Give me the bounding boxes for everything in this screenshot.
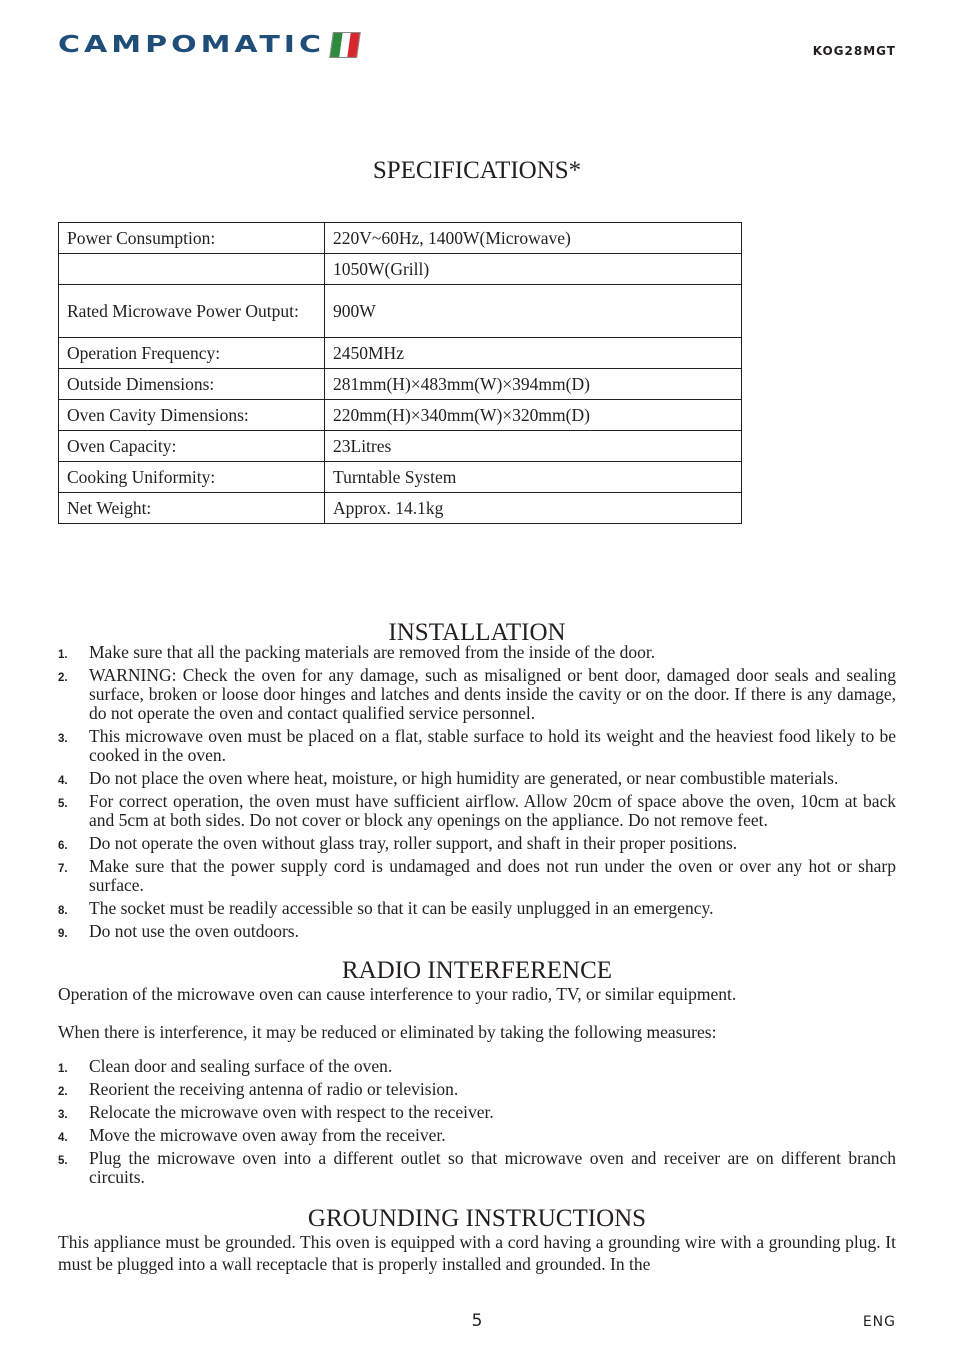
list-item <box>58 1103 896 1122</box>
list-item <box>58 727 896 765</box>
spec-value: Turntable System <box>325 462 742 493</box>
list-number: 7. <box>58 863 68 875</box>
list-number: 3. <box>58 733 68 745</box>
list-item <box>58 834 896 853</box>
list-text: Clean door and sealing surface of the oven. <box>89 1056 393 1076</box>
spec-row <box>59 431 742 462</box>
spec-value: 220V~60Hz, 1400W(Microwave) <box>325 223 742 254</box>
grounding-title: GROUNDING INSTRUCTIONS <box>307 1205 647 1232</box>
spec-label: Outside Dimensions: <box>59 369 325 400</box>
installation-title: INSTALLATION <box>388 619 566 646</box>
page-number: 5 <box>471 1311 483 1331</box>
spec-row <box>59 400 742 431</box>
radio-measures-list <box>58 1057 896 1187</box>
list-item <box>58 792 896 830</box>
spec-label: Power Consumption: <box>59 223 325 254</box>
spec-value: 1050W(Grill) <box>325 254 742 285</box>
brand-logo <box>58 30 359 60</box>
list-number: 3. <box>58 1109 68 1121</box>
spec-value: 2450MHz <box>325 338 742 369</box>
list-text: Make sure that the power supply cord is undamaged and does not run under the oven or over any hot or sharp surface. <box>89 856 896 895</box>
list-text: For correct operation, the oven must have sufficient airflow. Allow 20cm of space above the oven, 10cm at back and 5cm at both sides. Do not cover or block any openings on the appliance. Do not remove feet. <box>89 791 896 830</box>
list-text: Relocate the microwave oven with respect to the receiver. <box>89 1102 494 1122</box>
list-number: 4. <box>58 775 68 787</box>
spec-row <box>59 223 742 254</box>
list-text: This microwave oven must be placed on a flat, stable surface to hold its weight and the heaviest food likely to be cooked in the oven. <box>89 726 896 765</box>
installation-list <box>58 643 896 941</box>
list-number: 8. <box>58 905 68 917</box>
spec-label: Operation Frequency: <box>59 338 325 369</box>
radio-interference-title: RADIO INTERFERENCE <box>341 957 613 984</box>
list-item <box>58 666 896 723</box>
list-text: Plug the microwave oven into a different outlet so that microwave oven and receiver are on different branch circuits. <box>89 1148 896 1187</box>
spec-row <box>59 462 742 493</box>
italian-flag-icon <box>329 32 361 58</box>
radio-paragraph-1: Operation of the microwave oven can cause interference to your radio, TV, or similar equipment. <box>58 984 737 1004</box>
spec-label: Rated Microwave Power Output: <box>59 285 325 338</box>
list-text: The socket must be readily accessible so that it can be easily unplugged in an emergency. <box>89 898 714 918</box>
list-item <box>58 643 896 662</box>
list-item <box>58 857 896 895</box>
spec-value: 23Litres <box>325 431 742 462</box>
grounding-paragraph: This appliance must be grounded. This oven is equipped with a cord having a grounding wire with a grounding plug. It must be plugged into a wall receptacle that is properly installed and grounded. In the <box>58 1232 896 1274</box>
list-number: 1. <box>58 649 68 661</box>
list-number: 2. <box>58 672 68 684</box>
list-item <box>58 899 896 918</box>
list-number: 4. <box>58 1132 68 1144</box>
list-item <box>58 769 896 788</box>
list-text: Do not place the oven where heat, moisture, or high humidity are generated, or near combustible materials. <box>89 768 839 788</box>
brand-name: CAMPOMATIC <box>58 30 325 59</box>
spec-row <box>59 338 742 369</box>
list-text: WARNING: Check the oven for any damage, such as misaligned or bent door, damaged door seals and sealing surface, broken or loose door hinges and latches and dents inside the cavity or on the door. If there is any damage, do not operate the oven and contact qualified service personnel. <box>89 665 896 723</box>
list-item <box>58 1080 896 1099</box>
list-item <box>58 1057 896 1076</box>
specifications-table <box>58 222 742 524</box>
spec-value: Approx. 14.1kg <box>325 493 742 524</box>
list-text: Move the microwave oven away from the receiver. <box>89 1125 446 1145</box>
list-number: 5. <box>58 1155 68 1167</box>
list-text: Make sure that all the packing materials are removed from the inside of the door. <box>89 642 656 662</box>
spec-value: 900W <box>325 285 742 338</box>
list-number: 6. <box>58 840 68 852</box>
spec-row <box>59 369 742 400</box>
language-code: ENG <box>862 1314 896 1330</box>
spec-label: Oven Cavity Dimensions: <box>59 400 325 431</box>
spec-label <box>59 254 325 285</box>
specifications-title: SPECIFICATIONS* <box>372 157 582 184</box>
list-number: 9. <box>58 928 68 940</box>
spec-label: Oven Capacity: <box>59 431 325 462</box>
list-text: Do not operate the oven without glass tray, roller support, and shaft in their proper positions. <box>89 833 738 853</box>
list-item <box>58 922 896 941</box>
spec-label: Cooking Uniformity: <box>59 462 325 493</box>
list-text: Do not use the oven outdoors. <box>89 921 299 941</box>
list-item <box>58 1126 896 1145</box>
list-number: 5. <box>58 798 68 810</box>
flag-stripe-red <box>348 33 360 57</box>
spec-row <box>59 285 742 338</box>
list-number: 2. <box>58 1086 68 1098</box>
radio-paragraph-2: When there is interference, it may be reduced or eliminated by taking the following measures: <box>58 1022 717 1042</box>
spec-value: 281mm(H)×483mm(W)×394mm(D) <box>325 369 742 400</box>
spec-row <box>59 493 742 524</box>
spec-value: 220mm(H)×340mm(W)×320mm(D) <box>325 400 742 431</box>
list-item <box>58 1149 896 1187</box>
list-text: Reorient the receiving antenna of radio or television. <box>89 1079 459 1099</box>
list-number: 1. <box>58 1063 68 1075</box>
spec-row <box>59 254 742 285</box>
spec-label: Net Weight: <box>59 493 325 524</box>
model-number: KOG28MGT <box>812 44 896 58</box>
